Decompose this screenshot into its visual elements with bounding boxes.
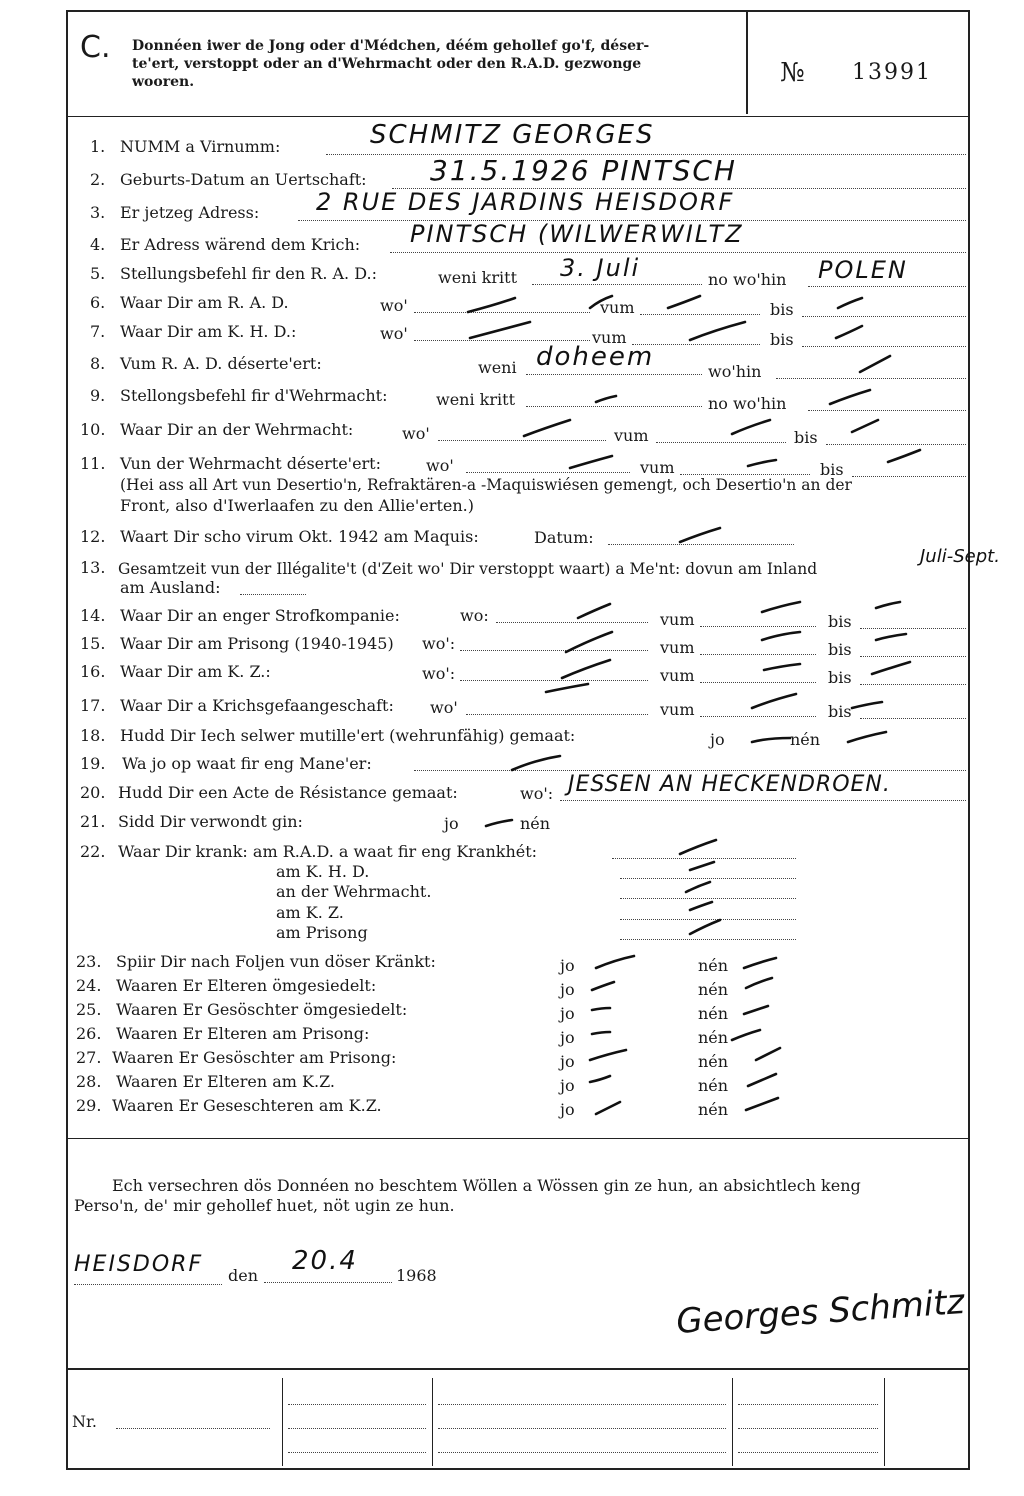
item-27-nen: nén xyxy=(698,1052,729,1071)
item-18-nen: nén xyxy=(790,730,821,749)
dash-item-8-wohin xyxy=(860,356,890,372)
dash-item-15-bis xyxy=(876,634,906,640)
item-10-wo: wo' xyxy=(402,424,430,443)
dash-item-22-c xyxy=(686,882,710,892)
item-11-wo: wo' xyxy=(426,456,454,475)
item-9-num: 9. xyxy=(90,386,106,405)
item-26-jo: jo xyxy=(560,1028,575,1047)
item-24-jo: jo xyxy=(560,980,575,999)
dash-item-10-vum xyxy=(732,420,770,434)
item-12-label: Waart Dir scho virum Okt. 1942 am Maquis: xyxy=(120,527,479,546)
dash-item-17-bis xyxy=(852,702,882,708)
section-letter: C. xyxy=(80,30,111,65)
item-28-jo: jo xyxy=(560,1076,575,1095)
item-3-num: 3. xyxy=(90,203,106,222)
footer-nr-label: Nr. xyxy=(72,1412,97,1431)
dash-item-26-jo xyxy=(592,1032,610,1034)
item-15-vum: vum xyxy=(660,638,695,657)
item-24-label: Waaren Er Elteren ömgesiedelt: xyxy=(116,976,377,995)
item-22-sub4: am Prisong xyxy=(276,923,368,942)
dash-item-16-bis xyxy=(872,662,910,674)
item-15-num: 15. xyxy=(80,634,106,653)
item-5-label: Stellungsbefehl fir den R. A. D.: xyxy=(120,264,377,283)
dash-item-7-vum xyxy=(690,322,745,340)
declaration-line1: Ech versechren dös Donnéen no beschtem Wöllen a Wössen gin ze hun, an absichtlech keng xyxy=(112,1176,861,1195)
dash-item-6-bis xyxy=(838,298,862,308)
item-5-weni: weni kritt xyxy=(438,268,517,287)
item-7-vum: vum xyxy=(592,328,627,347)
dash-item-18-jo xyxy=(752,738,790,742)
item-20-wo: wo': xyxy=(520,784,554,803)
dash-item-23-nen xyxy=(744,958,776,968)
dash-item-6-vum2 xyxy=(668,296,700,308)
item-12-datum: Datum: xyxy=(534,528,594,547)
item-15-wo: wo': xyxy=(422,634,456,653)
item-24-nen: nén xyxy=(698,980,729,999)
item-23-num: 23. xyxy=(76,952,102,971)
item-2-value: 31.5.1926 PINTSCH xyxy=(430,154,737,187)
item-9-nowohin: no wo'hin xyxy=(708,394,787,413)
item-13-line2: am Ausland: xyxy=(120,578,221,597)
item-11-note-line2: Front, also d'Iwerlaafen zu den Allie'erten.) xyxy=(120,496,474,515)
item-5-weni-value: 3. Juli xyxy=(560,254,641,282)
header-title-line2: te'ert, verstoppt oder an d'Wehrmacht oder den R.A.D. gezwonge xyxy=(132,56,642,72)
dash-item-15-wo xyxy=(566,632,612,652)
dash-item-12-datum xyxy=(680,528,720,542)
item-12-num: 12. xyxy=(80,527,106,546)
item-20-label: Hudd Dir een Acte de Résistance gemaat: xyxy=(118,783,458,802)
item-23-jo: jo xyxy=(560,956,575,975)
item-10-bis: bis xyxy=(794,428,818,447)
dash-item-25-jo xyxy=(592,1008,610,1010)
dash-item-27-nen xyxy=(756,1048,780,1060)
dash-item-7-wo xyxy=(470,322,530,338)
item-28-num: 28. xyxy=(76,1072,102,1091)
item-13-label: Gesamtzeit vun der Illégalite't (d'Zeit wo' Dir verstoppt waart) a Me'nt: dovun am Inland xyxy=(118,560,818,578)
item-8-weni-value: doheem xyxy=(536,342,655,372)
item-11-bis: bis xyxy=(820,460,844,479)
dash-item-28-nen xyxy=(748,1074,776,1086)
dash-item-22-a xyxy=(680,840,716,854)
dash-item-22-d xyxy=(690,902,712,910)
item-21-jo: jo xyxy=(444,814,459,833)
item-25-jo: jo xyxy=(560,1004,575,1023)
item-25-num: 25. xyxy=(76,1000,102,1019)
header-title-line3: wooren. xyxy=(132,74,195,90)
item-27-label: Waaren Er Gesöschter am Prisong: xyxy=(112,1048,397,1067)
dash-item-16-vum xyxy=(764,664,800,670)
item-22-sub3: am K. Z. xyxy=(276,903,344,922)
item-7-wo: wo' xyxy=(380,324,408,343)
item-14-wo: wo: xyxy=(460,606,489,625)
dash-item-17-vum xyxy=(752,694,796,708)
dash-item-22-b xyxy=(690,862,714,870)
item-16-bis: bis xyxy=(828,668,852,687)
item-16-label: Waar Dir am K. Z.: xyxy=(120,662,271,681)
dash-item-19 xyxy=(512,756,560,770)
number-value: 13991 xyxy=(852,60,932,85)
footer-row1-col4 xyxy=(738,1404,878,1405)
item-29-jo: jo xyxy=(560,1100,575,1119)
dash-item-11-vum xyxy=(748,460,776,466)
dash-item-18-nen xyxy=(848,732,886,742)
item-21-nen: nén xyxy=(520,814,551,833)
footer-col2 xyxy=(432,1378,433,1466)
item-27-num: 27. xyxy=(76,1048,102,1067)
dash-item-28-jo xyxy=(590,1076,610,1082)
dash-item-23-jo xyxy=(596,956,634,968)
item-25-label: Waaren Er Gesöschter ömgesiedelt: xyxy=(116,1000,408,1019)
item-17-label: Waar Dir a Krichsgefaangeschaft: xyxy=(120,696,394,715)
declaration-line2: Perso'n, de' mir gehollef huet, nöt ugin ze hun. xyxy=(74,1196,455,1215)
footer-row2-col4 xyxy=(738,1428,878,1429)
footer-row3-col3 xyxy=(438,1452,726,1453)
signature-year: 1968 xyxy=(396,1266,437,1285)
item-6-vum: vum xyxy=(600,298,635,317)
dash-item-21-jo xyxy=(486,820,512,826)
item-1-num: 1. xyxy=(90,137,106,156)
item-5-num: 5. xyxy=(90,264,106,283)
item-29-label: Waaren Er Geseschteren am K.Z. xyxy=(112,1096,382,1115)
item-28-label: Waaren Er Elteren am K.Z. xyxy=(116,1072,336,1091)
item-19-label: Wa jo op waat fir eng Mane'er: xyxy=(122,754,372,773)
item-17-vum: vum xyxy=(660,700,695,719)
item-14-vum: vum xyxy=(660,610,695,629)
item-17-bis: bis xyxy=(828,702,852,721)
item-14-label: Waar Dir an enger Strofkompanie: xyxy=(120,606,400,625)
dash-item-11-bis xyxy=(888,450,920,462)
item-4-value: PINTSCH (WILWERWILTZ xyxy=(410,220,744,248)
item-16-num: 16. xyxy=(80,662,106,681)
item-17-wo: wo' xyxy=(430,698,458,717)
item-24-num: 24. xyxy=(76,976,102,995)
item-1-value: SCHMITZ GEORGES xyxy=(370,120,655,150)
item-19-num: 19. xyxy=(80,754,106,773)
item-6-bis: bis xyxy=(770,300,794,319)
footer-row3-col2 xyxy=(288,1452,426,1453)
item-16-wo: wo': xyxy=(422,664,456,683)
dash-item-22-e xyxy=(690,920,720,934)
item-20-num: 20. xyxy=(80,783,106,802)
dash-item-14-wo xyxy=(578,604,610,618)
item-1-label: NUMM a Virnumm: xyxy=(120,137,281,156)
dash-item-26-nen xyxy=(732,1030,760,1040)
item-27-jo: jo xyxy=(560,1052,575,1071)
dash-item-29-jo xyxy=(596,1102,620,1114)
item-11-num: 11. xyxy=(80,454,106,473)
footer-top-rule xyxy=(66,1368,970,1370)
signature-date: 20.4 xyxy=(292,1246,358,1276)
footer-col4 xyxy=(884,1378,885,1466)
item-22-num: 22. xyxy=(80,842,106,861)
item-8-wohin: wo'hin xyxy=(708,362,762,381)
footer-row1-col2 xyxy=(288,1404,426,1405)
dash-item-10-wo xyxy=(524,420,570,436)
item-22-sub2: an der Wehrmacht. xyxy=(276,882,432,901)
dash-item-29-nen xyxy=(746,1098,778,1110)
item-11-note-line1: (Hei ass all Art vun Desertio'n, Refraktären-a -Maquiswiésen gemengt, och Desertio'n an der xyxy=(120,476,852,494)
dash-item-25-nen xyxy=(744,1006,768,1014)
item-8-num: 8. xyxy=(90,354,106,373)
footer-col1 xyxy=(282,1378,283,1466)
dash-item-14-vum xyxy=(762,602,800,612)
item-16-vum: vum xyxy=(660,666,695,685)
item-2-label: Geburts-Datum an Uertschaft: xyxy=(120,170,367,189)
item-9-label: Stellongsbefehl fir d'Wehrmacht: xyxy=(120,386,388,405)
dash-item-24-nen xyxy=(746,978,772,988)
item-9-weni: weni kritt xyxy=(436,390,515,409)
item-29-num: 29. xyxy=(76,1096,102,1115)
dash-item-14-bis xyxy=(876,602,900,608)
dash-item-24-jo xyxy=(592,982,614,990)
dash-item-17-wo xyxy=(546,684,588,692)
item-14-bis: bis xyxy=(828,612,852,631)
item-20-value: JESSEN AN HECKENDROEN. xyxy=(568,772,891,797)
item-14-num: 14. xyxy=(80,606,106,625)
handwritten-signature: Georges Schmitz xyxy=(674,1281,966,1343)
item-13-inland-value: Juli-Sept. xyxy=(920,546,1000,567)
footer-nr-line xyxy=(116,1428,270,1429)
item-13-num: 13. xyxy=(80,558,106,577)
item-10-label: Waar Dir an der Wehrmacht: xyxy=(120,420,354,439)
item-3-value: 2 RUE DES JARDINS HEISDORF xyxy=(316,188,735,216)
item-8-weni: weni xyxy=(478,358,517,377)
footer-row3-col4 xyxy=(738,1452,878,1453)
dash-item-11-wo xyxy=(570,456,612,468)
dash-item-6-vum xyxy=(590,296,612,308)
item-10-num: 10. xyxy=(80,420,106,439)
item-23-nen: nén xyxy=(698,956,729,975)
signature-place-line xyxy=(74,1284,222,1285)
signature-den: den xyxy=(228,1266,259,1285)
item-4-num: 4. xyxy=(90,235,106,254)
dash-item-9-nowohin xyxy=(830,390,870,404)
declaration-rule xyxy=(66,1138,970,1139)
item-26-nen: nén xyxy=(698,1028,729,1047)
item-8-label: Vum R. A. D. déserte'ert: xyxy=(120,354,322,373)
item-6-label: Waar Dir am R. A. D. xyxy=(120,293,289,312)
dash-item-9-weni xyxy=(596,396,616,402)
item-7-num: 7. xyxy=(90,322,106,341)
item-28-nen: nén xyxy=(698,1076,729,1095)
item-22-sub1: am K. H. D. xyxy=(276,862,370,881)
item-2-num: 2. xyxy=(90,170,106,189)
frame-bottom xyxy=(66,1468,970,1470)
dash-item-7-bis xyxy=(836,326,862,338)
item-17-num: 17. xyxy=(80,696,106,715)
footer-row2-col2 xyxy=(288,1428,426,1429)
number-symbol: № xyxy=(780,58,805,88)
item-5-nowohin: no wo'hin xyxy=(708,270,787,289)
item-25-nen: nén xyxy=(698,1004,729,1023)
item-6-wo: wo' xyxy=(380,296,408,315)
item-6-num: 6. xyxy=(90,293,106,312)
item-15-bis: bis xyxy=(828,640,852,659)
dash-item-27-jo xyxy=(590,1050,626,1060)
header-title-line1: Donnéen iwer de Jong oder d'Médchen, déém gehollef go'f, déser- xyxy=(132,38,650,54)
dash-item-10-bis xyxy=(852,420,878,432)
item-7-label: Waar Dir am K. H. D.: xyxy=(120,322,297,341)
dash-item-6-wo xyxy=(468,298,515,312)
footer-row1-col3 xyxy=(438,1404,726,1405)
item-10-vum: vum xyxy=(614,426,649,445)
item-11-label: Vun der Wehrmacht déserte'ert: xyxy=(120,454,381,473)
item-18-num: 18. xyxy=(80,726,106,745)
footer-row2-col3 xyxy=(438,1428,726,1429)
item-7-bis: bis xyxy=(770,330,794,349)
item-26-num: 26. xyxy=(76,1024,102,1043)
footer-col3 xyxy=(732,1378,733,1466)
item-4-label: Er Adress wärend dem Krich: xyxy=(120,235,361,254)
dash-item-16-wo xyxy=(562,660,610,678)
signature-place: HEISDORF xyxy=(74,1252,204,1277)
dash-item-15-vum xyxy=(762,632,800,640)
item-18-jo: jo xyxy=(710,730,725,749)
signature-date-line xyxy=(264,1282,392,1283)
item-18-label: Hudd Dir Iech selwer mutille'ert (wehrunfähig) gemaat: xyxy=(120,726,576,745)
item-26-label: Waaren Er Elteren am Prisong: xyxy=(116,1024,370,1043)
item-22-label: Waar Dir krank: am R.A.D. a waat fir eng Krankhét: xyxy=(118,842,538,861)
item-29-nen: nén xyxy=(698,1100,729,1119)
item-23-label: Spiir Dir nach Foljen vun döser Kränkt: xyxy=(116,952,436,971)
item-21-num: 21. xyxy=(80,812,106,831)
item-21-label: Sidd Dir verwondt gin: xyxy=(118,812,303,831)
item-5-nowohin-value: POLEN xyxy=(818,256,908,284)
item-15-label: Waar Dir am Prisong (1940-1945) xyxy=(120,634,394,653)
item-3-label: Er jetzeg Adress: xyxy=(120,203,260,222)
item-11-vum: vum xyxy=(640,458,675,477)
